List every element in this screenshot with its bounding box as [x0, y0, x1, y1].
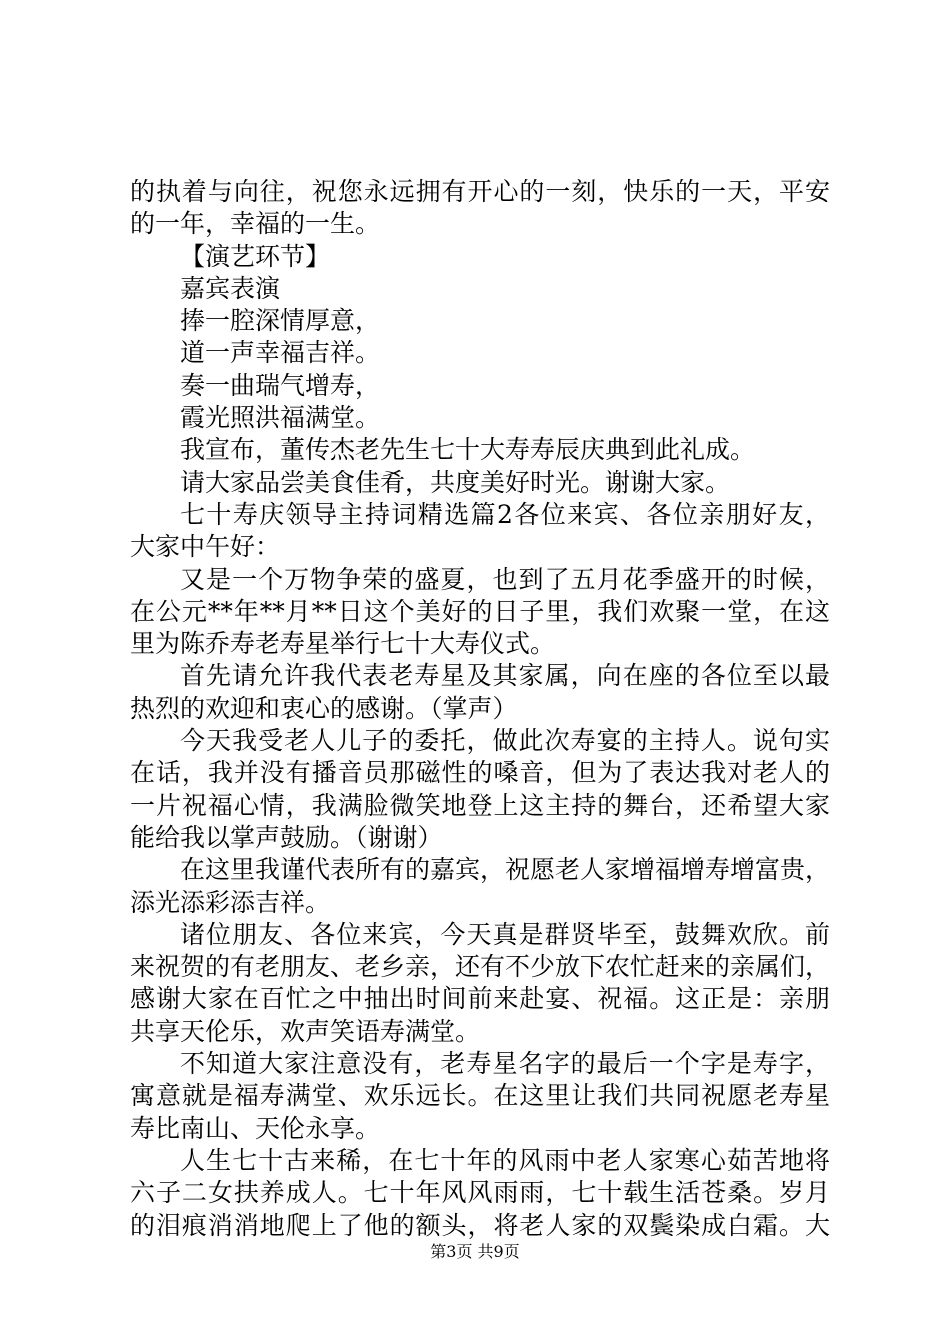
- text-line: 在话，我并没有播音员那磁性的嗓音，但为了表达我对老人的: [130, 758, 830, 788]
- text-line: 霞光照洪福满堂。: [180, 403, 381, 433]
- text-line: 在公元**年**月**日这个美好的日子里，我们欢聚一堂，在这: [130, 596, 830, 626]
- text-line: 热烈的欢迎和衷心的感谢。（掌声）: [130, 693, 518, 723]
- text-line: 我宣布，董传杰老先生七十大寿寿辰庆典到此礼成。: [180, 435, 756, 465]
- text-line: 来祝贺的有老朋友、老乡亲，还有不少放下农忙赶来的亲属们，: [130, 952, 830, 982]
- text-line: 添光添彩添吉祥。: [130, 887, 331, 917]
- text-line: 在这里我谨代表所有的嘉宾，祝愿老人家增福增寿增富贵，: [180, 855, 830, 885]
- text-line: 诸位朋友、各位来宾，今天真是群贤毕至，鼓舞欢欣。前: [180, 919, 830, 949]
- text-line: 六子二女扶养成人。七十年风风雨雨，七十载生活苍桑。岁月: [130, 1178, 830, 1208]
- text-line: 共享天伦乐，欢声笑语寿满堂。: [130, 1016, 481, 1046]
- text-line: 【演艺环节】: [180, 241, 331, 271]
- text-line: 感谢大家在百忙之中抽出时间前来赴宴、祝福。这正是：亲朋: [130, 984, 830, 1014]
- text-line: 的泪痕消消地爬上了他的额头，将老人家的双鬓染成白霜。大: [130, 1210, 830, 1240]
- text-line: 不知道大家注意没有，老寿星名字的最后一个字是寿字，: [180, 1049, 830, 1079]
- text-line: 寿比南山、天伦永享。: [130, 1113, 381, 1143]
- text-line: 首先请允许我代表老寿星及其家属，向在座的各位至以最: [180, 661, 830, 691]
- text-line: 寓意就是福寿满堂、欢乐远长。在这里让我们共同祝愿老寿星: [130, 1081, 830, 1111]
- text-line: 能给我以掌声鼓励。（谢谢）: [130, 822, 443, 852]
- text-line: 的一年，幸福的一生。: [130, 209, 381, 239]
- text-line: 请大家品尝美食佳肴，共度美好时光。谢谢大家。: [180, 467, 731, 497]
- text-line: 一片祝福心情，我满脸微笑地登上这主持的舞台，还希望大家: [130, 790, 830, 820]
- text-line: 道一声幸福吉祥。: [180, 338, 381, 368]
- page-footer: 第3页 共9页: [430, 1242, 520, 1261]
- text-line: 七十寿庆领导主持词精选篇2各位来宾、各位亲朋好友，: [180, 499, 830, 529]
- document-body: [130, 176, 830, 1242]
- text-line: 嘉宾表演: [180, 273, 281, 303]
- text-line: 奏一曲瑞气增寿，: [180, 370, 381, 400]
- text-line: 的执着与向往，祝您永远拥有开心的一刻，快乐的一天，平安: [130, 177, 830, 206]
- text-line: 大家中午好：: [130, 532, 281, 562]
- text-line: 今天我受老人儿子的委托，做此次寿宴的主持人。说句实: [180, 726, 830, 756]
- text-line: 捧一腔深情厚意，: [180, 306, 381, 336]
- text-line: 人生七十古来稀，在七十年的风雨中老人家寒心茹苦地将: [180, 1145, 830, 1175]
- text-line: 又是一个万物争荣的盛夏，也到了五月花季盛开的时候，: [180, 564, 830, 594]
- text-line: 里为陈乔寿老寿星举行七十大寿仪式。: [130, 629, 556, 659]
